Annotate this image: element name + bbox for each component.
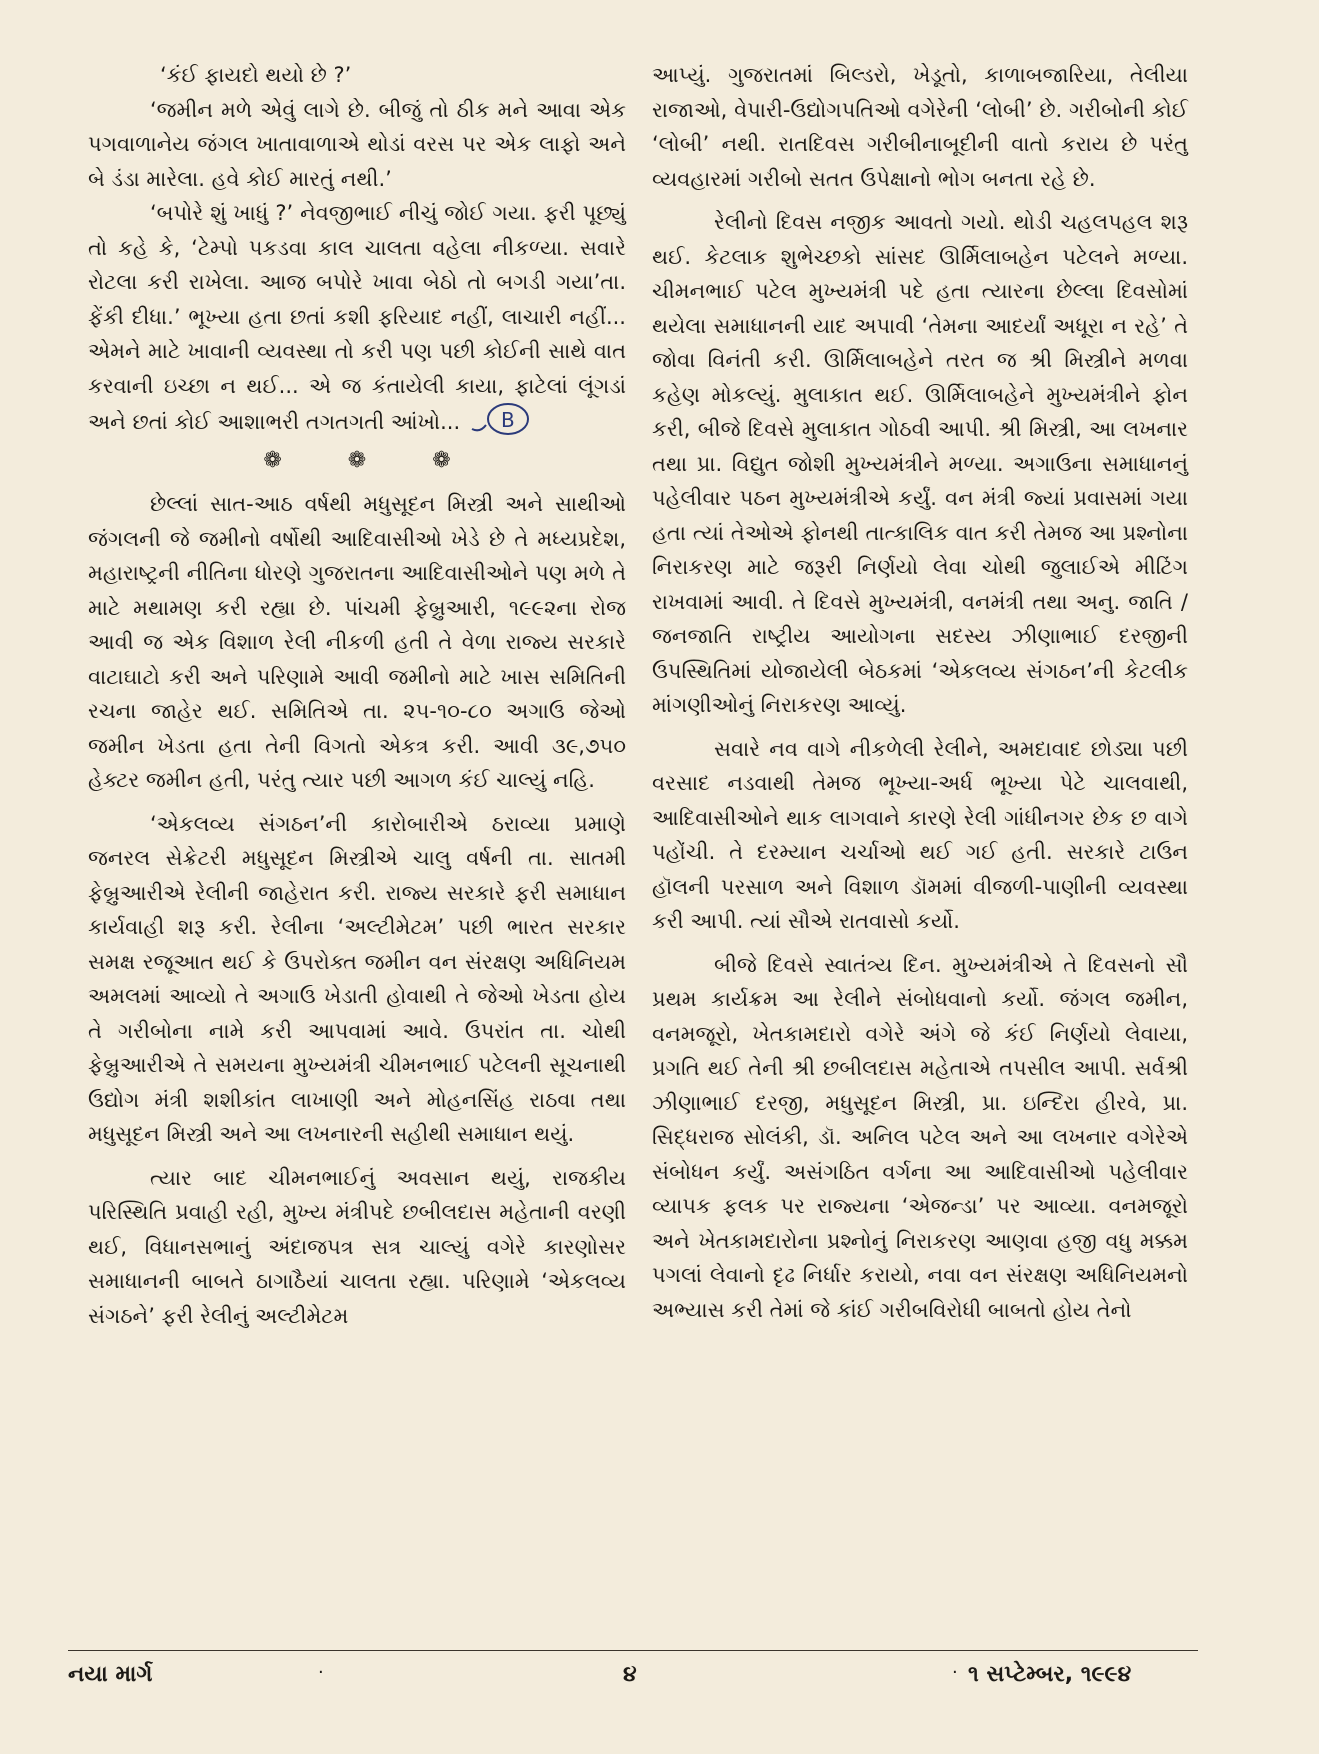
footer-divider (68, 1650, 1198, 1651)
flower-ornament-icon: ❁ (263, 448, 282, 473)
paragraph: રેલીનો દિવસ નજીક આવતો ગયો. થોડી ચહલપહલ શરૂ થઈ. કેટલાક શુભેચ્છકો સાંસદ ઊર્મિલાબહેન પટેલને મળ્યા. ચીમનભાઈ પટેલ મુખ્યમંત્રી પદે હતા ત્યારના છેલ્લા દિવસોમાં થયેલા સમાધાનની યાદ અપાવી ‘તેમના આદર્યાં અધૂરા ન રહે’ તે જોવા વિનંતી કરી. ઊર્મિલાબહેને તરત જ શ્રી મિસ્ત્રીને મળવા કહેણ મોકલ્યું. મુલાકાત થઈ. ઊર્મિલાબહેને મુખ્યમંત્રીને ફોન કરી, બીજે દિવસે મુલાકાત ગોઠવી આપી. શ્રી મિસ્ત્રી, આ લખનાર તથા પ્રા. વિદ્યુત જોશી મુખ્યમંત્રીને મળ્યા. અગાઉના સમાધાનનું પહેલીવાર પઠન મુખ્યમંત્રીએ કર્યું. વન મંત્રી જ્યાં પ્રવાસમાં ગયા હતા ત્યાં તેઓએ ફોનથી તાત્કાલિક વાત કરી તેમજ આ પ્રશ્નોના નિરાકરણ માટે જરૂરી નિર્ણયો લેવા ચોથી જુલાઈએ મીટિંગ રાખવામાં આવી. તે દિવસે મુખ્યમંત્રી, વનમંત્રી તથા અનુ. જાતિ / જનજાતિ રાષ્ટ્રીય આયોગના સદસ્ય ઝીણાભાઈ દરજીની ઉપસ્થિતિમાં યોજાયેલી બેઠકમાં ‘એકલવ્ય સંગઠન’ની કેટલીક માંગણીઓનું નિરાકરણ આવ્યું. (652, 210, 1188, 717)
paragraph: ‘કંઈ ફાયદો થયો છે ?’ (160, 63, 352, 87)
footer-page-number: ૪ (623, 1662, 637, 1687)
footer-issue-date: ૧ સપ્ટેમ્બર, ૧૯૯૪ (968, 1662, 1132, 1687)
paragraph: ત્યાર બાદ ચીમનભાઈનું અવસાન થયું, રાજકીય પરિસ્થિતિ પ્રવાહી રહી, મુખ્ય મંત્રીપદે છબીલદાસ મહેતાની વરણી થઈ, વિધાનસભાનું અંદાજપત્ર સત્ર ચાલ્યું વગેરે કારણોસર સમાધાનની બાબતે ઠાગાઠૈયાં ચાલતા રહ્યા. પરિણામે ‘એકલવ્ય સંગઠને’ ફરી રેલીનું અલ્ટીમેટમ (88, 1165, 626, 1328)
paragraph: ‘એકલવ્ય સંગઠન’ની કારોબારીએ ઠરાવ્યા પ્રમાણે જનરલ સેક્રેટરી મધુસૂદન મિસ્ત્રીએ ચાલુ વર્ષની તા. સાતમી ફેબ્રુઆરીએ રેલીની જાહેરાત કરી. રાજ્ય સરકારે ફરી સમાધાન કાર્યવાહી શરૂ કરી. રેલીના ‘અલ્ટીમેટમ’ પછી ભારત સરકાર સમક્ષ રજૂઆત થઈ કે ઉપરોક્ત જમીન વન સંરક્ષણ અધિનિયમ અમલમાં આવ્યો તે અગાઉ ખેડાતી હોવાથી તે જેઓ ખેડતા હોય તે ગરીબોના નામે કરી આપવામાં આવે. ઉપરાંત તા. ચોથી ફેબ્રુઆરીએ તે સમયના મુખ્યમંત્રી ચીમનભાઈ પટેલની સૂચનાથી ઉદ્યોગ મંત્રી શશીકાંત લાખાણી અને મોહનસિંહ રાઠવા તથા મધુસૂદન મિસ્ત્રી અને આ લખનારની સહીથી સમાધાન થયું. (88, 811, 626, 1146)
paragraph (88, 196, 626, 443)
footer-dot: · (952, 1662, 958, 1683)
svg-text:B: B (501, 408, 515, 432)
right-column (652, 58, 1188, 1336)
footer-magazine-name: નયા માર્ગ (68, 1662, 153, 1687)
left-column (88, 58, 626, 1342)
paragraph: સવારે નવ વાગે નીકળેલી રેલીને, અમદાવાદ છોડ્યા પછી વરસાદ નડવાથી તેમજ ભૂખ્યા-અર્ધ ભૂખ્યા પેટે ચાલવાથી, આદિવાસીઓને થાક લાગવાને કારણે રેલી ગાંધીનગર છેક છ વાગે પહોંચી. તે દરમ્યાન ચર્ચાઓ થઈ ગઈ હતી. સરકારે ટાઉન હૉલની પરસાળ અને વિશાળ ડૉમમાં વીજળી-પાણીની વ્યવસ્થા કરી આપી. ત્યાં સૌએ રાતવાસો કર્યો. (652, 736, 1188, 933)
handwritten-b-mark (470, 403, 530, 443)
section-separator (88, 447, 626, 475)
paragraph-text: ‘બપોરે શું ખાધું ?’ નેવજીભાઈ નીચું જોઈ ગયા. ફરી પૂછ્યું તો કહે કે, ‘ટેમ્પો પકડવા કાલ ચાલતા વહેલા નીકળ્યા. સવારે રોટલા કરી રાખેલા. આજ બપોરે ખાવા બેઠો તો બગડી ગયા’તા. ફેંકી દીધા.’ ભૂખ્યા હતા છતાં કશી ફરિયાદ નહીં, લાચારી નહીં... એમને માટે ખાવાની વ્યવસ્થા તો કરી પણ પછી કોઈની સાથે વાત કરવાની ઇચ્છા ન થઈ... એ જ કંતાયેલી કાયા, ફાટેલાં લૂંગડાં અને છતાં કોઈ આશાભરી તગતગતી આંખો... (88, 201, 626, 434)
paragraph: બીજે દિવસે સ્વાતંત્ર્ય દિન. મુખ્યમંત્રીએ તે દિવસનો સૌ પ્રથમ કાર્યક્રમ આ રેલીને સંબોધવાનો કર્યો. જંગલ જમીન, વનમજૂરો, ખેતકામદારો વગેરે અંગે જે કંઈ નિર્ણયો લેવાયા, પ્રગતિ થઈ તેની શ્રી છબીલદાસ મહેતાએ તપસીલ આપી. સર્વશ્રી ઝીણાભાઈ દરજી, મધુસૂદન મિસ્ત્રી, પ્રા. ઇન્દિરા હીરવે, પ્રા. સિદ્ધરાજ સોલંકી, ડૉ. અનિલ પટેલ અને આ લખનાર વગેરેએ સંબોધન કર્યું. અસંગઠિત વર્ગના આ આદિવાસીઓ પહેલીવાર વ્યાપક ફલક પર રાજ્યના ‘એજન્ડા’ પર આવ્યા. વનમજૂરો અને ખેતકામદારોના પ્રશ્નોનું નિરાકરણ આણવા હજી વધુ મક્કમ પગલાં લેવાનો દૃઢ નિર્ધાર કરાયો, નવા વન સંરક્ષણ અધિનિયમનો અભ્યાસ કરી તેમાં જે કાંઈ ગરીબવિરોધી બાબતો હોય તેનો (652, 952, 1188, 1322)
paragraph: આપ્યું. ગુજરાતમાં બિલ્ડરો, ખેડૂતો, કાળાબજારિયા, તેલીયા રાજાઓ, વેપારી-ઉદ્યોગપતિઓ વગેરેની ‘લોબી’ છે. ગરીબોની કોઈ ‘લોબી’ નથી. રાતદિવસ ગરીબીનાબૂદીની વાતો કરાય છે પરંતુ વ્યવહારમાં ગરીબો સતત ઉપેક્ષાનો ભોગ બનતા રહે છે. (652, 63, 1188, 191)
flower-ornament-icon: ❁ (432, 448, 451, 473)
paragraph: છેલ્લાં સાત-આઠ વર્ષથી મધુસૂદન મિસ્ત્રી અને સાથીઓ જંગલની જે જમીનો વર્ષોથી આદિવાસીઓ ખેડે છે તે મધ્યપ્રદેશ, મહારાષ્ટ્રની નીતિના ધોરણે ગુજરાતના આદિવાસીઓને પણ મળે તે માટે મથામણ કરી રહ્યા છે. પાંચમી ફેબ્રુઆરી, ૧૯૯૨ના રોજ આવી જ એક વિશાળ રેલી નીકળી હતી તે વેળા રાજ્ય સરકારે વાટાઘાટો કરી અને પરિણામે આવી જમીનો માટે ખાસ સમિતિની રચના જાહેર થઈ. સમિતિએ તા. ૨૫-૧૦-૮૦ અગાઉ જેઓ જમીન ખેડતા હતા તેની વિગતો એકત્ર કરી. આવી ૩૯,૭૫૦ હેક્ટર જમીન હતી, પરંતુ ત્યાર પછી આગળ કંઈ ચાલ્યું નહિ. (88, 492, 626, 792)
paragraph: ‘જમીન મળે એવું લાગે છે. બીજું તો ઠીક મને આવા એક પગવાળાનેય જંગલ ખાતાવાળાએ થોડાં વરસ પર એક લાફો અને બે ડંડા મારેલા. હવે કોઈ મારતું નથી.’ (88, 97, 626, 191)
flower-ornament-icon: ❁ (347, 448, 367, 473)
footer-dot: · (318, 1662, 324, 1683)
